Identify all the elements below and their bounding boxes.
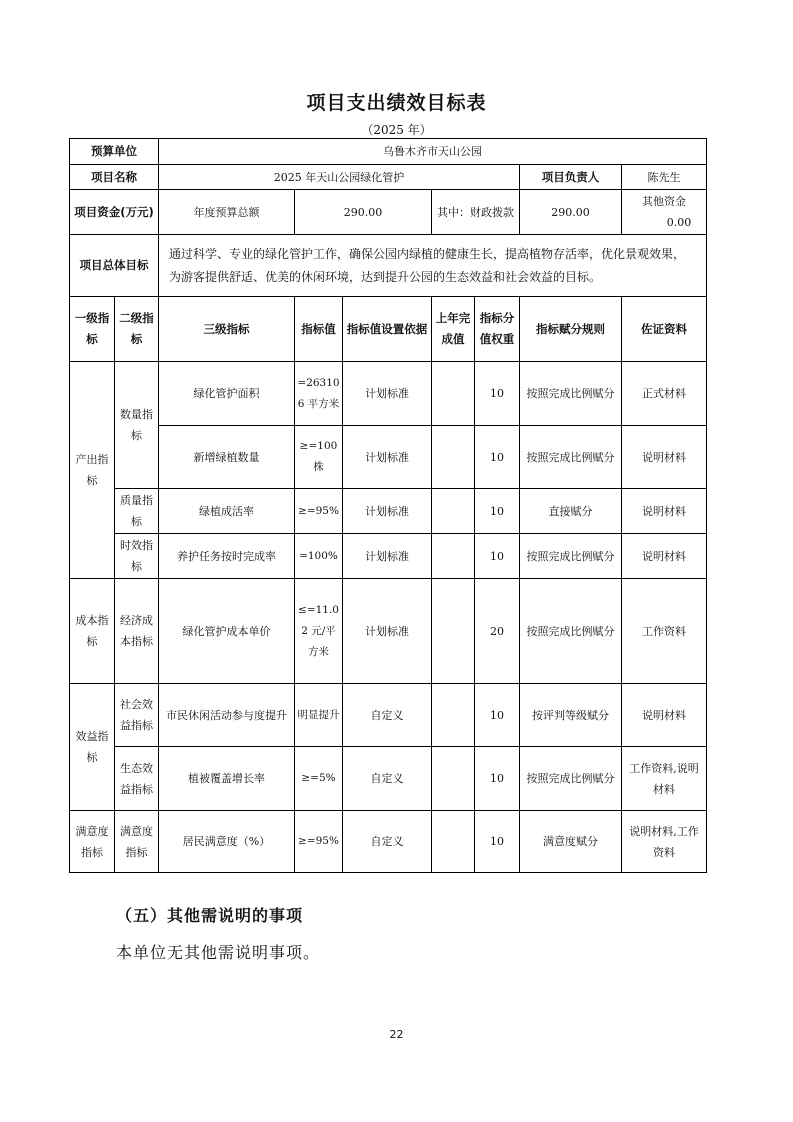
col-header-rule: 指标赋分规则 [520, 297, 622, 362]
indicator-rule: 按照完成比例赋分 [520, 579, 622, 684]
indicator-value: ≥=95% [295, 811, 343, 873]
indicator-value: ≥=95% [295, 489, 343, 534]
table-row [70, 811, 707, 873]
indicator-evidence: 说明材料 [622, 684, 707, 747]
indicator-prev [432, 811, 475, 873]
table-row [70, 579, 707, 684]
indicator-basis: 计划标准 [343, 426, 432, 489]
col-header-evidence: 佐证资料 [622, 297, 707, 362]
indicator-weight: 10 [475, 811, 520, 873]
annual-budget-value: 290.00 [295, 190, 432, 235]
indicator-weight: 10 [475, 362, 520, 426]
table-row [70, 362, 707, 426]
project-name-label: 项目名称 [70, 165, 159, 190]
subgroup-timeliness: 时效指标 [115, 534, 159, 579]
group-satisfaction: 满意度指标 [70, 811, 115, 873]
indicator-evidence: 说明材料 [622, 534, 707, 579]
col-header-level2: 二级指标 [115, 297, 159, 362]
indicator-value: 明显提升 [295, 684, 343, 747]
group-benefit: 效益指标 [70, 684, 115, 811]
year-subtitle: （2025 年） [361, 123, 432, 137]
indicator-name: 居民满意度（%） [159, 811, 295, 873]
col-header-prev: 上年完成值 [432, 297, 475, 362]
other-funds-label: 其他资金0.00 [622, 190, 707, 235]
indicator-weight: 10 [475, 426, 520, 489]
group-cost: 成本指标 [70, 579, 115, 684]
indicator-value: ≥=5% [295, 747, 343, 811]
fiscal-allocation-label: 其中：财政拨款 [432, 190, 520, 235]
indicator-rule: 按照完成比例赋分 [520, 426, 622, 489]
other-funds-value: 0.00 [666, 216, 692, 229]
subgroup-economic-cost: 经济成本指标 [115, 579, 159, 684]
indicator-prev [432, 362, 475, 426]
indicator-name: 养护任务按时完成率 [159, 534, 295, 579]
subgroup-social-benefit: 社会效益指标 [115, 684, 159, 747]
subgroup-satisfaction: 满意度指标 [115, 811, 159, 873]
indicator-name: 绿植成活率 [159, 489, 295, 534]
table-row [70, 489, 707, 534]
indicator-basis: 自定义 [343, 811, 432, 873]
project-name-value: 2025 年天山公园绿化管护 [159, 165, 520, 190]
indicator-basis: 计划标准 [343, 489, 432, 534]
indicator-basis: 自定义 [343, 747, 432, 811]
col-header-level3: 三级指标 [159, 297, 295, 362]
indicator-evidence: 工作资料,说明材料 [622, 747, 707, 811]
indicator-basis: 计划标准 [343, 362, 432, 426]
indicator-weight: 10 [475, 489, 520, 534]
indicator-name: 市民休闲活动参与度提升 [159, 684, 295, 747]
page-number: 22 [389, 1028, 404, 1041]
section-paragraph: 本单位无其他需说明事项。 [116, 943, 321, 962]
table-row [70, 426, 707, 489]
indicator-prev [432, 747, 475, 811]
indicator-prev [432, 579, 475, 684]
indicator-weight: 10 [475, 684, 520, 747]
subgroup-quantity: 数量指标 [115, 362, 159, 489]
overall-goal-label: 项目总体目标 [70, 235, 159, 297]
indicator-name: 新增绿植数量 [159, 426, 295, 489]
col-header-weight: 指标分值权重 [475, 297, 520, 362]
project-leader-label: 项目负责人 [520, 165, 622, 190]
project-funds-label: 项目资金(万元) [70, 190, 159, 235]
table-row [70, 534, 707, 579]
indicator-value: =100% [295, 534, 343, 579]
indicator-prev [432, 684, 475, 747]
indicator-evidence: 正式材料 [622, 362, 707, 426]
subgroup-eco-benefit: 生态效益指标 [115, 747, 159, 811]
col-header-level1: 一级指标 [70, 297, 115, 362]
annual-budget-label: 年度预算总额 [159, 190, 295, 235]
indicator-rule: 按照完成比例赋分 [520, 534, 622, 579]
indicator-basis: 计划标准 [343, 534, 432, 579]
indicator-rule: 按评判等级赋分 [520, 684, 622, 747]
indicator-evidence: 说明材料,工作资料 [622, 811, 707, 873]
fiscal-allocation-value: 290.00 [520, 190, 622, 235]
table-row [70, 747, 707, 811]
indicator-name: 绿化管护成本单价 [159, 579, 295, 684]
indicator-evidence: 说明材料 [622, 426, 707, 489]
indicator-prev [432, 534, 475, 579]
indicator-evidence: 工作资料 [622, 579, 707, 684]
budget-unit-label: 预算单位 [70, 139, 159, 165]
indicator-rule: 按照完成比例赋分 [520, 362, 622, 426]
indicator-value: ≤=11.02 元/平方米 [295, 579, 343, 684]
section-heading: （五）其他需说明的事项 [116, 906, 304, 925]
col-header-basis: 指标值设置依据 [343, 297, 432, 362]
budget-unit-value: 乌鲁木齐市天山公园 [159, 139, 707, 165]
indicator-name: 植被覆盖增长率 [159, 747, 295, 811]
indicator-evidence: 说明材料 [622, 489, 707, 534]
indicator-weight: 10 [475, 534, 520, 579]
performance-table [69, 138, 707, 873]
project-leader-value: 陈先生 [622, 165, 707, 190]
indicator-prev [432, 489, 475, 534]
overall-goal-text: 通过科学、专业的绿化管护工作，确保公园内绿植的健康生长，提高植物存活率，优化景观效果，为游客提供舒适、优美的休闲环境，达到提升公园的生态效益和社会效益的目标。 [159, 235, 707, 297]
page-title: 项目支出绩效目标表 [306, 92, 487, 114]
indicator-rule: 满意度赋分 [520, 811, 622, 873]
indicator-basis: 自定义 [343, 684, 432, 747]
group-output: 产出指标 [70, 362, 115, 579]
indicator-weight: 20 [475, 579, 520, 684]
indicator-weight: 10 [475, 747, 520, 811]
indicator-value: ≥=100 株 [295, 426, 343, 489]
indicator-rule: 直接赋分 [520, 489, 622, 534]
table-row [70, 684, 707, 747]
subgroup-quality: 质量指标 [115, 489, 159, 534]
indicator-basis: 计划标准 [343, 579, 432, 684]
col-header-value: 指标值 [295, 297, 343, 362]
indicator-value: =263106 平方米 [295, 362, 343, 426]
indicator-rule: 按照完成比例赋分 [520, 747, 622, 811]
indicator-name: 绿化管护面积 [159, 362, 295, 426]
indicator-prev [432, 426, 475, 489]
